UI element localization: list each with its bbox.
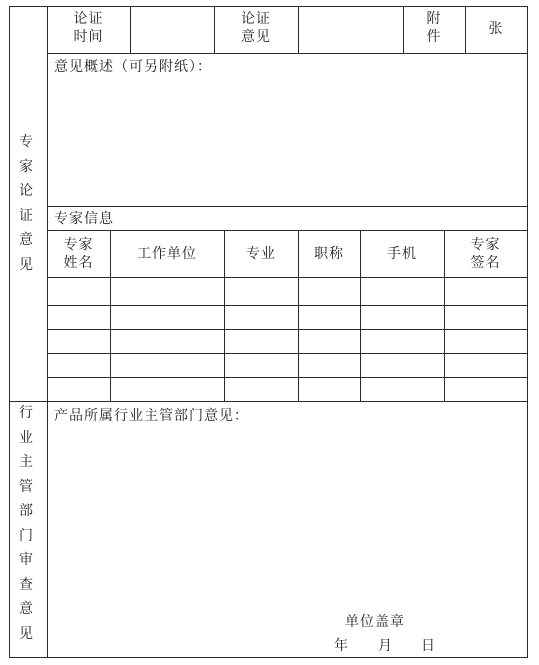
col-header-signature <box>444 236 527 272</box>
opinion-value-field[interactable] <box>299 7 403 53</box>
table-row[interactable] <box>48 278 527 305</box>
section-divider-line <box>9 401 528 402</box>
date-value-field[interactable] <box>131 7 214 53</box>
date-month-label: 月 <box>378 638 393 654</box>
col-header-name-line1: 专家 <box>63 237 94 253</box>
industry-opinion-textarea[interactable] <box>48 428 527 608</box>
date-label <box>47 10 130 46</box>
border-bottom <box>9 657 528 658</box>
expert-section-side-label: 专家论证意见 <box>19 134 33 273</box>
table-row[interactable] <box>48 354 527 377</box>
col-header-specialty: 专业 <box>246 246 276 262</box>
date-label-line2: 时间 <box>73 29 104 45</box>
attachment-label-line2: 件 <box>426 29 442 45</box>
attachment-label-line1: 附 <box>426 11 442 27</box>
header-bottom-line <box>47 53 528 54</box>
table-row[interactable] <box>48 378 527 401</box>
opinion-label-line1: 论证 <box>241 11 271 27</box>
opinion-label <box>214 10 298 46</box>
summary-textarea[interactable] <box>48 78 527 206</box>
attachment-label <box>403 10 465 46</box>
date-day-label: 日 <box>421 638 436 654</box>
summary-bottom-line <box>47 206 528 207</box>
table-row[interactable] <box>48 306 527 329</box>
border-right <box>527 6 528 658</box>
table-row[interactable] <box>48 330 527 353</box>
attachment-count-field[interactable] <box>465 20 527 38</box>
col-header-title: 职称 <box>314 246 344 262</box>
border-left <box>9 6 10 658</box>
border-top <box>9 6 528 7</box>
col-header-name-line2: 姓名 <box>63 255 94 271</box>
info-label-bottom-line <box>47 230 528 231</box>
seal-label: 单位盖章 <box>345 614 405 630</box>
summary-label: 意见概述（可另附纸）： <box>54 59 212 75</box>
date-year-label: 年 <box>334 638 349 654</box>
col-header-signature-line2: 签名 <box>470 255 501 271</box>
col-header-name <box>47 236 110 272</box>
opinion-label-line2: 意见 <box>241 29 271 45</box>
col-header-signature-line1: 专家 <box>470 237 501 253</box>
col-header-phone: 手机 <box>387 246 417 262</box>
date-label-line1: 论证 <box>73 11 104 27</box>
col-header-employer: 工作单位 <box>137 246 197 262</box>
expert-info-label: 专家信息 <box>54 211 114 227</box>
industry-section-side-label: 行业主管部门审查意见 <box>19 405 33 642</box>
attachment-unit: 张 <box>488 21 504 37</box>
industry-opinion-label: 产品所属行业主管部门意见： <box>54 408 249 424</box>
